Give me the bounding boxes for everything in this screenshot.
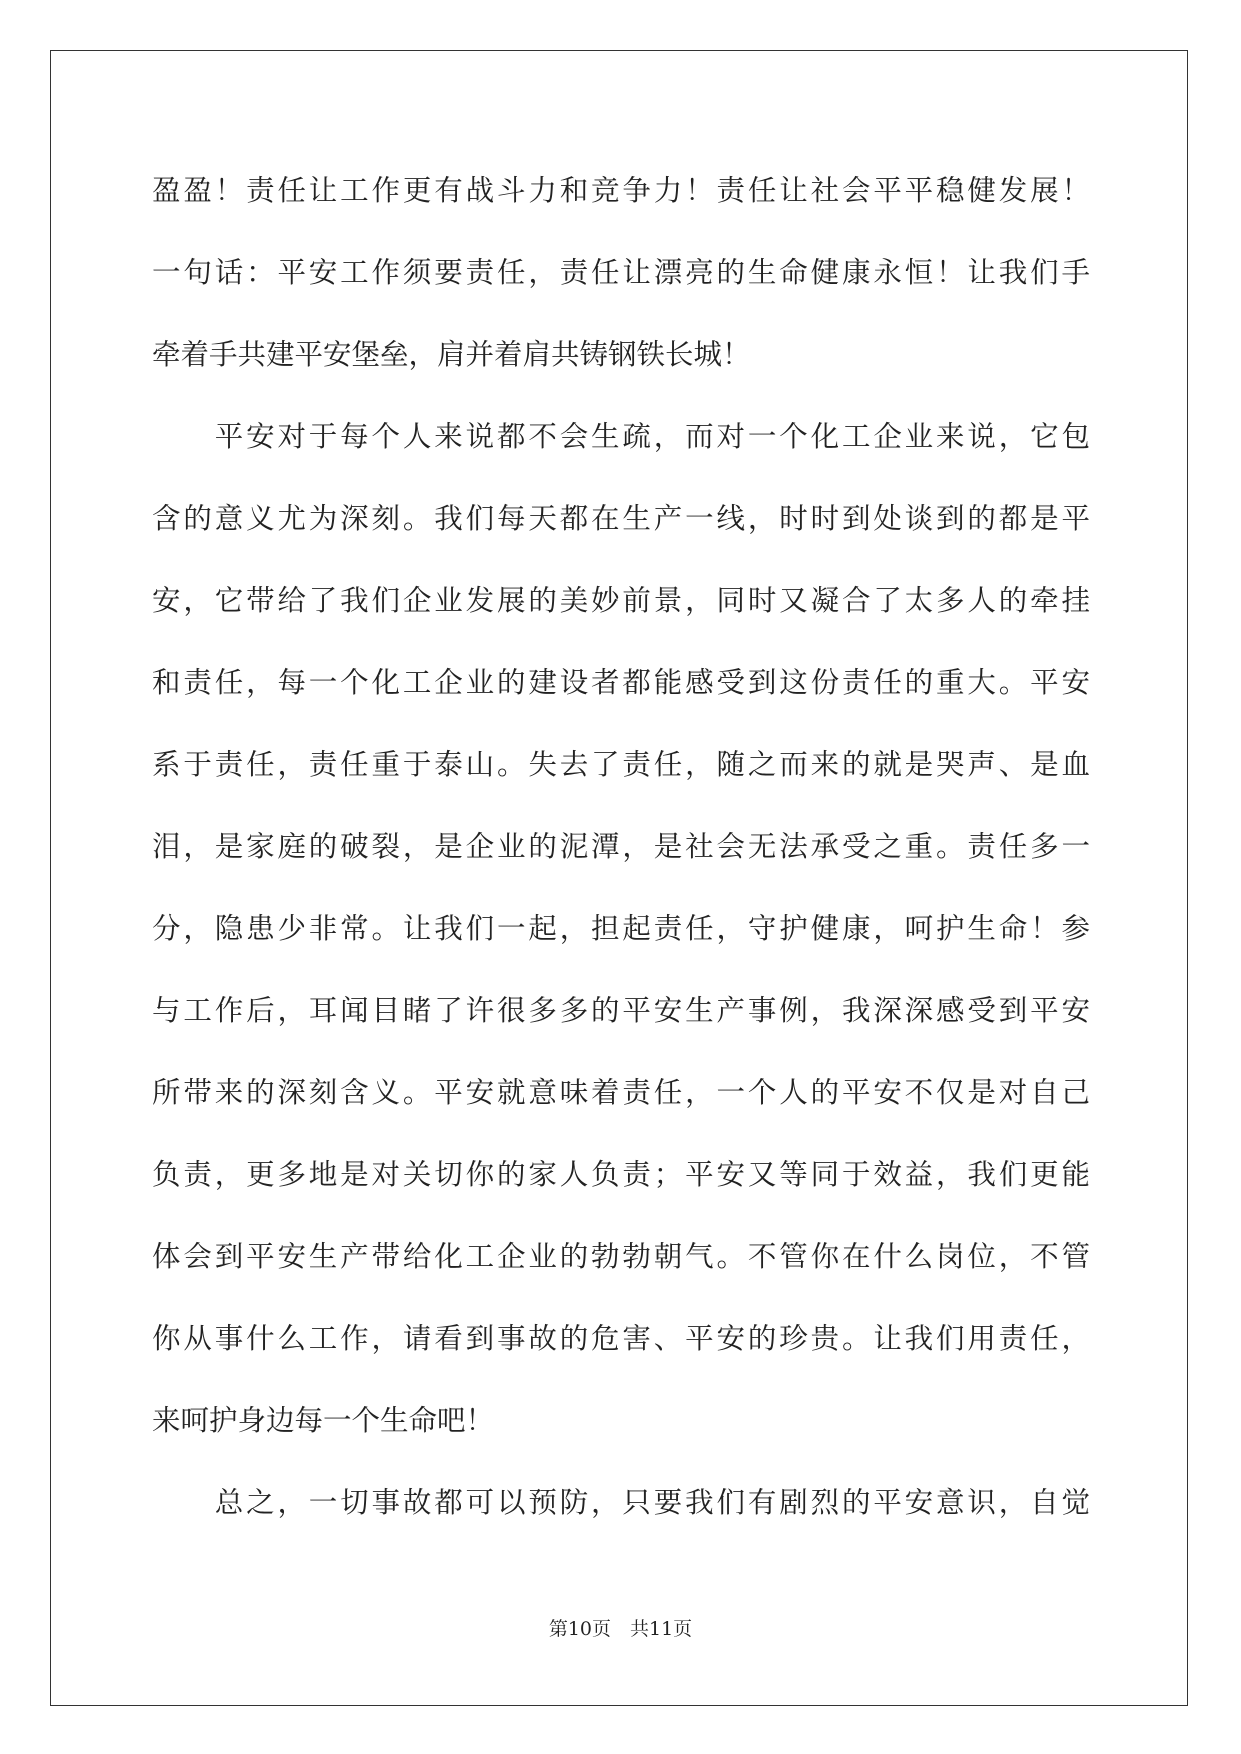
text-line: 来呵护身边每一个生命吧！ <box>152 1404 495 1437</box>
page-number: 第10页 共11页 <box>548 1618 693 1640</box>
text-line: 安，它带给了我们企业发展的美妙前景，同时又凝合了太多人的牵挂 <box>152 584 1090 617</box>
text-line: 体会到平安生产带给化工企业的勃勃朝气。不管你在什么岗位，不管 <box>152 1240 1090 1273</box>
text-line: 泪，是家庭的破裂，是企业的泥潭，是社会无法承受之重。责任多一 <box>152 830 1090 863</box>
paragraph-start-line: 总之，一切事故都可以预防，只要我们有剧烈的平安意识，自觉 <box>152 1486 1090 1519</box>
text-line: 含的意义尤为深刻。我们每天都在生产一线，时时到处谈到的都是平 <box>152 502 1090 535</box>
text-line: 所带来的深刻含义。平安就意味着责任，一个人的平安不仅是对自己 <box>152 1076 1090 1109</box>
text-line: 负责，更多地是对关切你的家人负责；平安又等同于效益，我们更能 <box>152 1158 1090 1191</box>
document-body <box>152 150 1090 1544</box>
text-line: 盈盈！责任让工作更有战斗力和竞争力！责任让社会平平稳健发展！ <box>152 174 1090 207</box>
text-line: 牵着手共建平安堡垒，肩并着肩共铸钢铁长城！ <box>152 338 751 371</box>
text-line: 你从事什么工作，请看到事故的危害、平安的珍贵。让我们用责任， <box>152 1322 1090 1355</box>
text-line: 系于责任，责任重于泰山。失去了责任，随之而来的就是哭声、是血 <box>152 748 1090 781</box>
text-line: 和责任，每一个化工企业的建设者都能感受到这份责任的重大。平安 <box>152 666 1090 699</box>
text-line: 一句话：平安工作须要责任，责任让漂亮的生命健康永恒！让我们手 <box>152 256 1090 289</box>
text-line: 与工作后，耳闻目睹了许很多多的平安生产事例，我深深感受到平安 <box>152 994 1090 1027</box>
paragraph-start-line: 平安对于每个人来说都不会生疏，而对一个化工企业来说，它包 <box>152 420 1090 453</box>
text-line: 分，隐患少非常。让我们一起，担起责任，守护健康，呵护生命！参 <box>152 912 1090 945</box>
